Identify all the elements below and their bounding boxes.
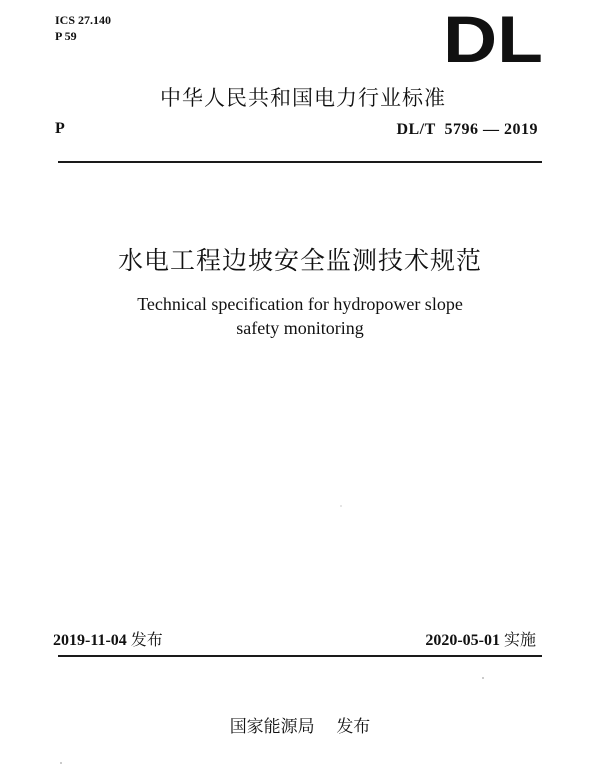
scan-speck (482, 677, 484, 679)
issue-date-block (53, 627, 163, 650)
issuer-action: 发布 (336, 717, 371, 737)
scan-speck (60, 762, 62, 764)
document-title-english (0, 292, 600, 340)
dl-logo-text: DL (443, 6, 543, 66)
ics-code: ICS 27.140 (55, 13, 112, 27)
implementation-date: 2020-05-01 (425, 632, 500, 649)
dl-logo (442, 6, 544, 66)
standard-category-title: 中华人民共和国电力行业标准 (160, 86, 446, 110)
document-title-chinese: 水电工程边坡安全监测技术规范 (117, 246, 482, 275)
issuer-line (0, 712, 600, 737)
issue-label: 发布 (130, 630, 163, 649)
classification-letter: P (55, 120, 65, 137)
english-title-line-2: safety monitoring (236, 318, 364, 338)
bottom-divider (58, 655, 542, 657)
issuer-name: 国家能源局 (229, 717, 315, 737)
ccs-code: P 59 (55, 29, 77, 43)
english-title-line-1: Technical specification for hydropower slope (137, 294, 463, 314)
implementation-date-block (425, 627, 536, 650)
scan-speck (340, 505, 342, 507)
issue-date: 2019-11-04 (53, 632, 127, 649)
standard-number: DL/T 5796 — 2019 (396, 121, 538, 138)
implementation-label: 实施 (503, 630, 536, 649)
top-divider (58, 161, 542, 163)
